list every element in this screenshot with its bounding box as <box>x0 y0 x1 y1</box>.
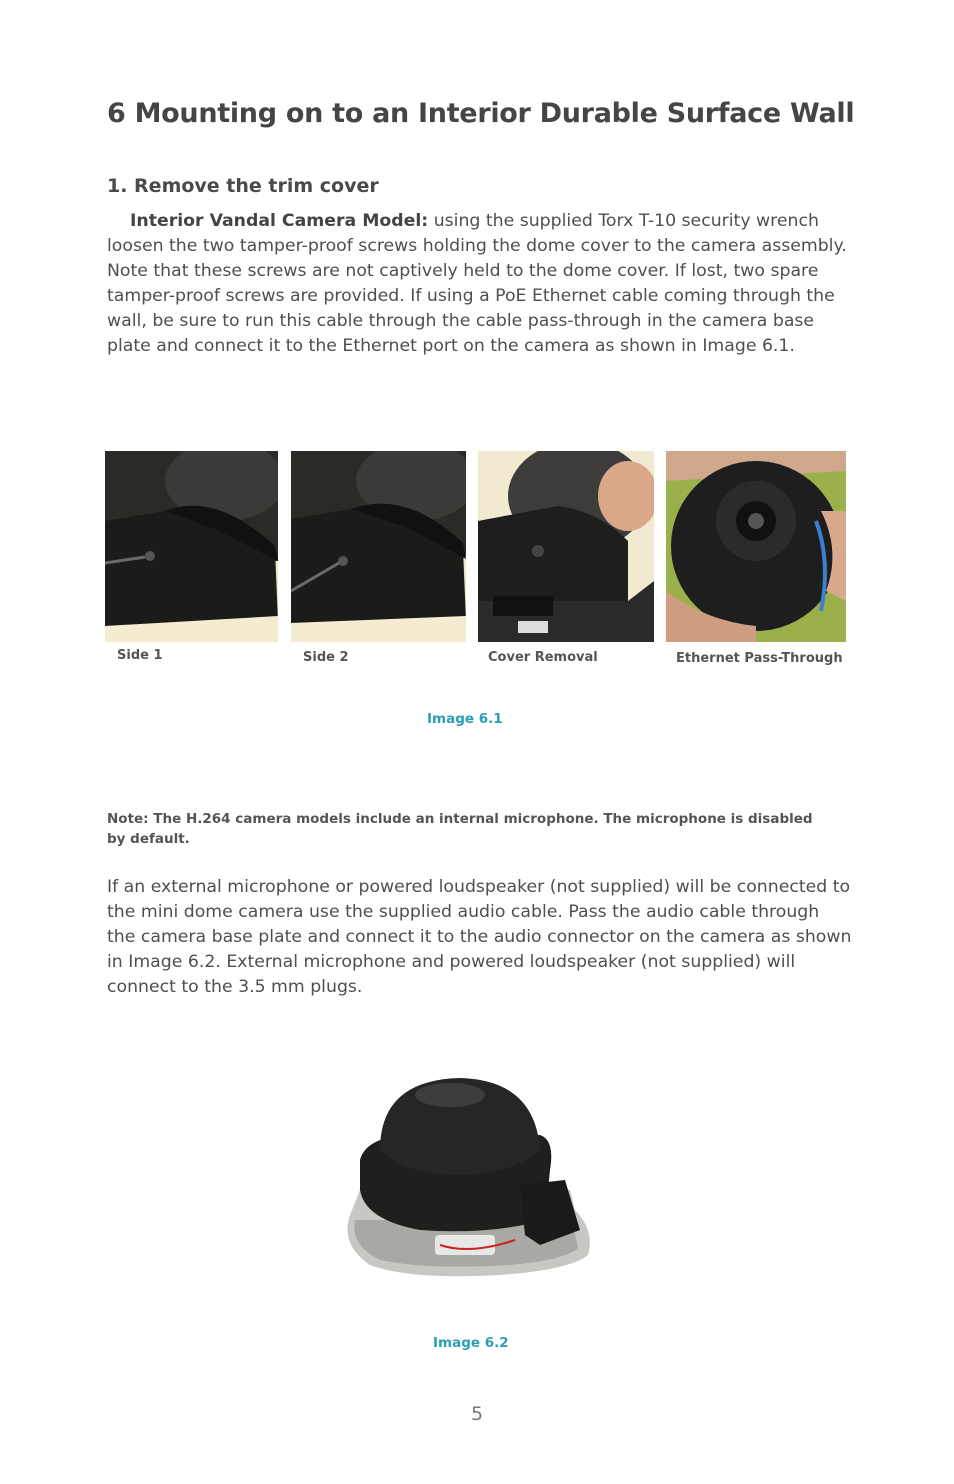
paragraph-trim-cover <box>107 209 852 358</box>
photo-side-2 <box>291 451 466 642</box>
photo-caption-side-2: Side 2 <box>303 650 349 665</box>
photo-cover-removal <box>478 451 654 642</box>
photo-caption-cover-removal: Cover Removal <box>488 650 598 665</box>
photo-ethernet-pass-through <box>666 451 846 642</box>
paragraph-body-text: using the supplied Torx T-10 security wrench loosen the two tamper-proof screws holding the dome cover to the camera assembly. Note that these screws are not captively held to the dome cover. If lost, two spare tamper-proof screws are provided. If using a PoE Ethernet cable coming through the wall, be sure to run this cable through the cable pass-through in the camera base plate and connect it to the Ethernet port on the camera as shown in Image 6.1. <box>107 211 847 356</box>
section-title: 6 Mounting on to an Interior Durable Surface Wall <box>107 98 855 129</box>
page-number: 5 <box>470 1403 484 1425</box>
photo-caption-ethernet: Ethernet Pass-Through <box>676 651 843 666</box>
microphone-note: Note: The H.264 camera models include an internal microphone. The microphone is disabled by default. <box>107 811 813 847</box>
photo-caption-side-1: Side 1 <box>117 648 163 663</box>
photo-camera-audio-cable <box>340 1070 595 1290</box>
image-6-1-label: Image 6.1 <box>427 711 503 727</box>
step-heading: 1. Remove the trim cover <box>107 175 379 197</box>
paragraph-audio: If an external microphone or powered loudspeaker (not supplied) will be connected to the mini dome camera use the supplied audio cable. Pass the audio cable through the camera base plate and connect it to the audio connector on the camera as shown in Image 6.2. External microphone and powered loudspeaker (not supplied) will connect to the 3.5 mm plugs. <box>107 877 852 997</box>
image-6-2-label: Image 6.2 <box>433 1335 509 1351</box>
photo-side-1 <box>105 451 278 642</box>
lead-bold-text: Interior Vandal Camera Model: <box>130 211 429 231</box>
